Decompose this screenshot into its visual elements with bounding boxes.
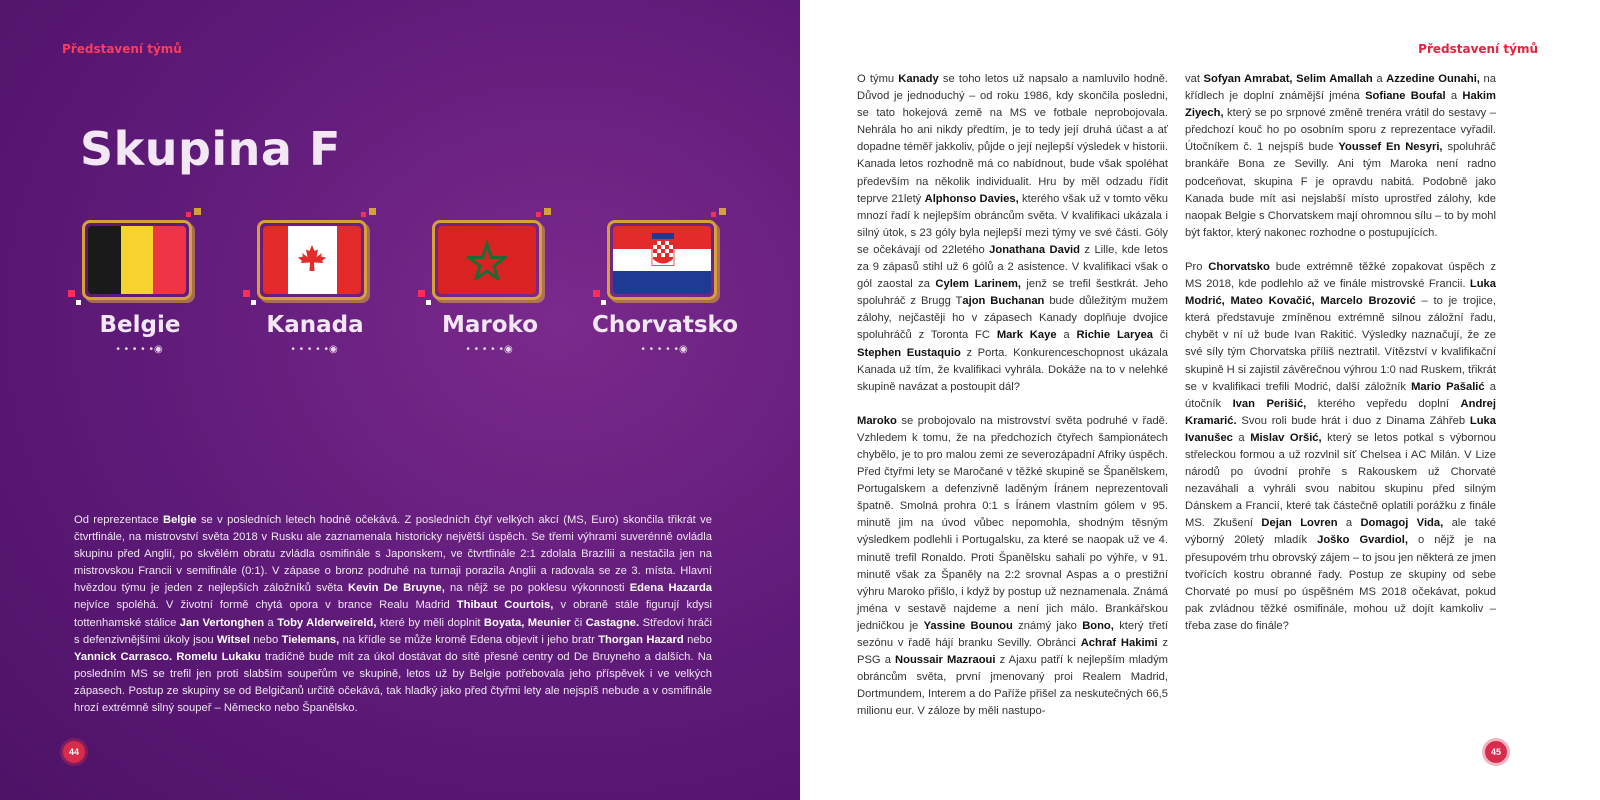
team-name: Belgie [99,312,181,338]
teams-row [60,210,760,360]
morocco-paragraph: Maroko se probojovalo na mistrovství světa podruhé v řadě. Vzhledem k tomu, že na předchozích čtyřech šampionátech chybělo, je to pro malou zemi ze severozápadní Afriky úspěch. Před čtyřmi lety se Maročané v těžké skupině se Španělskem, Portugalskem a defenzivně laděným Íránem neprezentovali špatně. Smolná prohra 0:1 s Íránem vlastním gólem v 95. minutě jim na úvod vůbec nepomohla, shodným těsným výsledkem podlehli i Portugalsku, za které se naopak už ve 4. minutě trefil Ronaldo. Proti Španělsku sahali po výhře, v 91. minutě však za Španěly na 2:2 srovnal Aspas a o prestižní výhru Maroko přišlo, i když by postup už neznamenala. Známá jména v sestavě najdeme a není jich málo. Brankářskou jedničkou je Yassine Bounou známý jako Bono, který třetí sezónu v řadě hájí branku Sevilly. Obránci Achraf Hakimi z PSG a Noussair Mazraoui z Ajaxu patří k nejlepším mladým obráncům světa, první jmenovaný proi Realem Madrid, Dortmundem, Interem a do Paříže přišel za neskutečných 66,5 milionu eur. V záloze by měli nastupo- [857,414,1169,718]
team-name: Maroko [441,312,539,338]
bold-name: Mario Pašalić [1411,380,1485,393]
bold-name: Sofiane Boufal [1365,90,1446,103]
croatia-flag-icon [607,220,717,300]
bold-name: Maroko [857,414,897,427]
morocco-paragraph-continued: vat Sofyan Amrabat, Selim Amallah a Azzedine Ounahi, na křídlech je doplní známější jména Sofiane Boufal a Hakim Ziyech, který se po srpnové změně trenéra vrátil do sestavy – předchozí kouč ho po osobním sporu z reprezentace vyřadil. Útočníkem č. 1 nejspíš bude Youssef En Nesyri, spoluhráč brankáře Bona ze Sevilly. Ani tým Maroka není radno podceňovat, skupina F je opravdu nabitá. Podobně jako Kanada bude mít asi nejslabší místo uprostřed zálohy, kde naopak Belgie s Chorvatskem mají ohromnou sílu – to by mohl být faktor, který nakonec rozhodne o postupujících. [1185,73,1496,239]
group-title: Skupina F [80,122,341,176]
bold-name: Yannick Carrasco. Romelu Lukaku [74,650,261,663]
bold-name: Witsel [217,633,250,646]
bold-name: Thibaut Courtois, [456,599,554,612]
bold-name: Kevin De Bruyne, [348,582,445,595]
text-column-2 [1185,71,1496,652]
canada-paragraph: O týmu Kanady se toho letos už napsalo a namluvilo hodně. Důvod je jednoduchý – od roku 1986, kdy skončila posledni, se tato hokejová země na MS ve fotbale neprobojovala. Nehrála ho ani nikdy předtím, je to tedy její druhá účast a ať dopadne téměř jakkoliv, půjde o její nejlepší výsledek v historii. Kanada letos rozhodně má co nabídnout, bude však spoléhat především na několik individualit. Hru by měl odzadu řídit teprve 21letý Alphonso Davies, kterého však už v tomto věku mnozí řadí k nejlepším obráncům světa. V kvalifikaci ukázala i silný útok, s 23 góly byla nejlepší mezi týmy ve své části. Góly se očekávají od 22letého Jonathana David z Lille, kde letos za 9 zápasů stihl už 6 gólů a 2 asistence. V kvalifikaci však o gól zaostal za Cylem Larinem, jenž se trefil šestkrát. Jeho spoluhráč z Brugg Tajon Buchanan bude důležitým mužem zálohy, nejčastěji ho v zápasech Kanady doplňuje dvojice spoluhráčů z Toronta FC Mark Kaye a Richie Laryea či Stephen Eustaquio z Porta. Konkurenceschopnost ukázala Kanada už tím, že kvalifikaci vyhrála. Dokáže na to v nelehké skupině navázat a postoupit dál? [857,73,1168,393]
dots-decoration: • • • • •◉ [116,344,164,355]
bold-name: Mark Kaye [996,329,1057,342]
bold-name: Edena Hazarda [629,582,712,595]
bold-name: ajon Buchanan [962,295,1045,308]
bold-name: Youssef En Nesyri, [1338,141,1443,154]
bold-name: Jonathana David [989,243,1080,256]
bold-name: Sofyan Amrabat, Selim Amallah [1203,73,1373,85]
morocco-flag-icon [432,220,542,300]
bold-name: Hakim Ziyech, [1185,90,1496,120]
bold-name: Chorvatsko [1208,260,1270,273]
bold-name: Dejan Lovren [1261,517,1338,530]
croatia-paragraph: Pro Chorvatsko bude extrémně těžké zopakovat úspěch z MS 2018, kde podlehlo až ve finále mistrovské Francii. Luka Modrić, Mateo Kovačić, Marcelo Brozović – to je trojice, která představuje zmíněnou extrémně silnou záložní řadu, chybět v ní už bude Ivan Rakitić. Výsledky naznačují, že ze své síly tým Chorvatska příliš neztratil. Vítězství v kvalifikační skupině H si zajistil závěrečnou výhrou 1:0 nad Ruskem, třikrát se v kvalifikaci trefili Modrić, další záložník Mario Pašalić a útočník Ivan Perišić, kterého vepředu doplní Andrej Kramarić. Svou roli bude hrát i duo z Dinama Záhřeb Luka Ivanušec a Mislav Oršić, který se letos potkal s výbornou střeleckou formou a už rozvlnil síť Chelsea i AC Milán. V Lize národů po úvodní prohře s Rakouskem už Chorvaté nezaváhali a vyhráli svou nabitou skupinu před silným Dánskem a Francií, které tak částečně oplatili porážku z finále MS. Zkušení Dejan Lovren a Domagoj Vida, ale také výborný 20letý mladík Joško Gvardiol, o nějž je na přesupovém trhu obrovský zájem – to jsou jen některá ze jmen tvořících kostru obranné řady. Postup ze skupiny od sebe Chorvaté po musí po úspěšném MS 2018 očekávat, pokud pak zvládnou těžké osmifinále, mohou už dojít kamkoliv – třeba zase do finále? [1185,260,1497,632]
bold-name: Jan Vertonghen [179,616,265,629]
bold-name: Yassine Bounou [923,619,1013,632]
bold-name: Toby Alderweireld, [277,616,377,629]
canada-flag-icon [257,220,367,300]
bold-name: Mislav Oršić, [1250,431,1322,444]
bold-name: Thorgan Hazard [598,633,684,646]
section-label-left: Představení týmů [62,42,182,56]
team-chorvatsko [585,210,745,360]
bold-name: Kanady [898,73,939,85]
bold-name: Achraf Hakimi [1080,637,1158,649]
bold-name: Bono, [1082,619,1114,632]
bold-name: Domagoj Vida, [1360,517,1444,530]
bold-name: Belgie [163,514,197,526]
bold-name: Luka Ivanušec [1185,414,1496,444]
bold-name: Noussair Mazraoui [895,654,996,667]
bold-name: Azzedine Ounahi, [1386,73,1480,85]
page-number-right: 45 [1485,741,1507,763]
team-kanada [235,210,395,360]
team-name: Chorvatsko [591,312,739,338]
bold-name: Andrej Kramarić. [1185,397,1496,427]
right-page [800,0,1600,800]
bold-name: Luka Modrić, Mateo Kovačić, Marcelo Brozović [1185,278,1496,308]
bold-name: Cylem Larinem, [935,278,1021,291]
bold-name: Richie Laryea [1076,329,1154,342]
belgium-paragraph: Od reprezentace Belgie se v posledních letech hodně očekává. Z posledních čtyř velkých akcí (MS, Euro) skončila třikrát ve čtvrtfinále, na mistrovství světa 2018 v Rusku ale zaznamenala historicky největší úspěch. Se třemi výhrami suverénně ovládla skupinu před Anglií, po skvělém obratu zvládla osmifinále s Japonskem, ve čtvrtfinále 2:1 zdolala Brazílii a nestačila jen na mistrovskou Francii v semifinále (0:1). V zápase o bronz podruhé na turnaji porazila Anglii a radovala se ze 3. místa. Hlavní hvězdou týmu je jeden z nejlepších záložníků světa Kevin De Bruyne, na nějž se po poklesu výkonnosti Edena Hazarda nejvíce spoléhá. V životní formě chytá opora v brance Realu Madrid Thibaut Courtois, v obraně stále figurují kdysi tottenhamské stálice Jan Vertonghen a Toby Alderweireld, které by měli doplnit Boyata, Meunier či Castagne. Středoví hráči s defenzivnějšími úkoly jsou Witsel nebo Tielemans, na křídle se může kromě Edena objevit i jeho bratr Thorgan Hazard nebo Yannick Carrasco. Romelu Lukaku tradičně bude mít za úkol dostávat do sítě přesné centry od De Bruyneho a dalších. Na posledním MS se trefil jen proti slabším soupeřům ve skupině, letos už by Belgie potřebovala jeho příspěvek i ve velkých zápasech. Postup ze skupiny se od Belgičanů určitě očekává, tak hladký jako před čtyřmi lety ale nejspíš nebude a v osmifinále hrozí extrémně silný soupeř – Německo nebo Španělsko. [74,514,713,715]
page-number-left: 44 [63,741,85,763]
team-belgie [60,210,220,360]
bold-name: Joško Gvardiol, [1317,534,1408,547]
bold-name: Castagne. [585,616,640,629]
dots-decoration: • • • • •◉ [641,344,689,355]
bold-name: Ivan Perišić, [1232,397,1307,410]
dots-decoration: • • • • •◉ [466,344,514,355]
text-column-1 [857,71,1168,737]
bold-name: Tielemans, [281,633,340,646]
bold-name: Stephen Eustaquio [857,346,961,359]
belgium-flag-icon [82,220,192,300]
dots-decoration: • • • • •◉ [291,344,339,355]
section-label-right: Představení týmů [1418,42,1538,56]
bold-name: Alphonso Davies, [924,192,1019,205]
team-name: Kanada [266,312,364,338]
team-maroko [410,210,570,360]
bold-name: Boyata, Meunier [483,616,571,629]
